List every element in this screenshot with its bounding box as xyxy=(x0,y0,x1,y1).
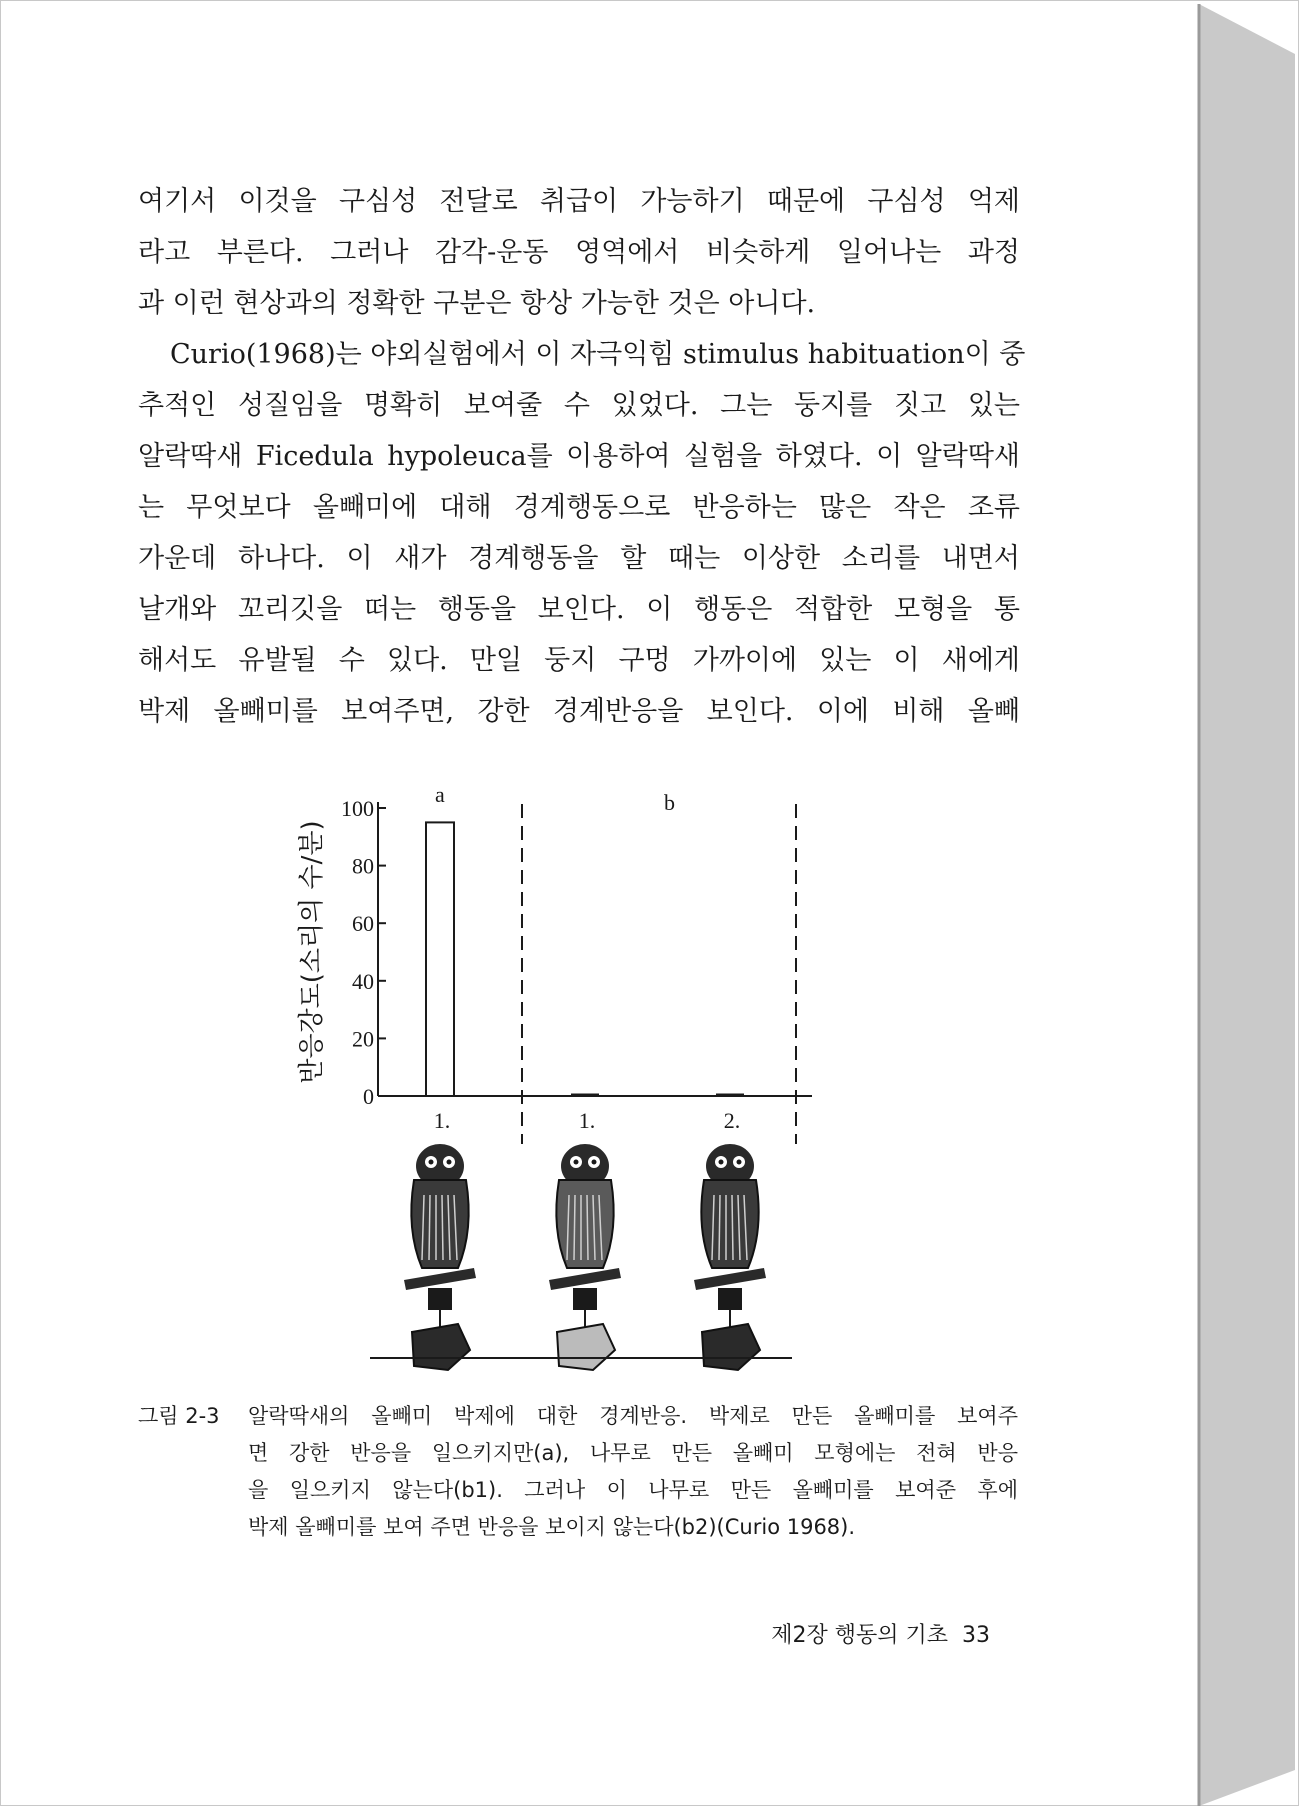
text-line: 는 무엇보다 올빼미에 대해 경계행동으로 반응하는 많은 작은 조류 xyxy=(138,492,1020,523)
text-line: 과 이런 현상과의 정확한 구분은 항상 가능한 것은 아니다. xyxy=(138,288,816,319)
owl-feather-mark xyxy=(442,1195,443,1260)
body-text xyxy=(138,176,1026,737)
text-line: 추적인 성질임을 명확히 보여줄 수 있었다. 그는 둥지를 짓고 있는 xyxy=(138,390,1020,421)
caption-text xyxy=(248,1398,1018,1546)
panel-label-a: a xyxy=(435,782,445,807)
owl-model-drawing xyxy=(404,1144,476,1370)
owl-base xyxy=(702,1324,760,1370)
y-tick-label: 20 xyxy=(352,1026,374,1052)
owl-pupil xyxy=(574,1160,579,1165)
text-line: 라고 부른다. 그러나 감각-운동 영역에서 비슷하게 일어나는 과정 xyxy=(138,237,1020,268)
owl-perch xyxy=(694,1268,766,1290)
category-label: 1. xyxy=(433,1108,451,1133)
owl-model-drawing xyxy=(694,1144,766,1370)
y-axis xyxy=(341,796,812,1109)
owl-model-drawing xyxy=(549,1144,621,1370)
text-line: 날개와 꼬리깃을 떠는 행동을 보인다. 이 행동은 적합한 모형을 통 xyxy=(138,594,1020,625)
figure-number: 그림 2-3 xyxy=(138,1404,220,1428)
text-line: Curio(1968)는 야외실험에서 이 자극익힘 stimulus habituation이 중 xyxy=(170,339,1026,370)
owl-stand xyxy=(718,1288,742,1310)
text-line: 박제 올빼미를 보여주면, 강한 경계반응을 보인다. 이에 비해 올빼 xyxy=(138,696,1020,727)
owl-feather-mark xyxy=(574,1195,575,1260)
owl-pupil xyxy=(592,1160,597,1165)
paragraph-2 xyxy=(138,329,1026,737)
bars xyxy=(426,822,744,1096)
page-number: 33 xyxy=(962,1623,990,1648)
bar xyxy=(426,822,454,1096)
caption-line: 을 일으키지 않는다(b1). 그러나 이 나무로 만든 올빼미를 보여준 후에 xyxy=(248,1478,1018,1502)
owl-pupil xyxy=(447,1160,452,1165)
paragraph-1 xyxy=(138,176,1020,329)
category-label: 2. xyxy=(723,1108,741,1133)
owl-body xyxy=(556,1180,613,1268)
y-tick-label: 40 xyxy=(352,968,374,994)
owl-stand xyxy=(428,1288,452,1310)
text-line: 여기서 이것을 구심성 전달로 취급이 가능하기 때문에 구심성 억제 xyxy=(138,186,1020,217)
owl-perch xyxy=(404,1268,476,1290)
y-axis-label: 반응강도(소리의 수/분) xyxy=(297,820,327,1084)
chapter-title: 제2장 행동의 기초 xyxy=(771,1623,948,1648)
page-footer xyxy=(740,1618,990,1649)
owl-pupil xyxy=(719,1160,724,1165)
category-label: 1. xyxy=(578,1108,596,1133)
owl-body xyxy=(701,1180,758,1268)
owl-feather-mark xyxy=(587,1195,588,1260)
side-shade-polygon xyxy=(1199,4,1295,1806)
panel-label-b: b xyxy=(664,790,675,815)
caption-line: 박제 올빼미를 보여 주면 반응을 보이지 않는다(b2)(Curio 1968). xyxy=(248,1515,856,1539)
panel-dividers xyxy=(522,804,796,1144)
y-tick-label: 80 xyxy=(352,853,374,879)
caption-line: 알락딱새의 올빼미 박제에 대한 경계반응. 박제로 만든 올빼미를 보여주 xyxy=(248,1404,1018,1428)
owl-base xyxy=(412,1324,470,1370)
owl-pupil xyxy=(429,1160,434,1165)
owl-base xyxy=(557,1324,615,1370)
y-tick-label: 100 xyxy=(341,796,374,821)
caption-line: 면 강한 반응을 일으키지만(a), 나무로 만든 올빼미 모형에는 전혀 반응 xyxy=(248,1441,1018,1465)
owl-feather-mark xyxy=(429,1195,430,1260)
text-line: 가운데 하나다. 이 새가 경계행동을 할 때는 이상한 소리를 내면서 xyxy=(138,543,1020,574)
text-line: 알락딱새 Ficedula hypoleuca를 이용하여 실험을 하였다. 이 알락딱새 xyxy=(138,441,1020,472)
owl-perch xyxy=(549,1268,621,1290)
y-tick-label: 60 xyxy=(352,911,374,937)
owl-feather-mark xyxy=(719,1195,720,1260)
owl-drawings xyxy=(370,1144,792,1370)
y-tick-label: 0 xyxy=(363,1084,374,1109)
figure-chart xyxy=(280,772,820,1372)
owl-pupil xyxy=(737,1160,742,1165)
owl-stand xyxy=(573,1288,597,1310)
owl-body xyxy=(411,1180,468,1268)
owl-feather-mark xyxy=(732,1195,733,1260)
text-line: 해서도 유발될 수 있다. 만일 둥지 구멍 가까이에 있는 이 새에게 xyxy=(138,645,1020,676)
